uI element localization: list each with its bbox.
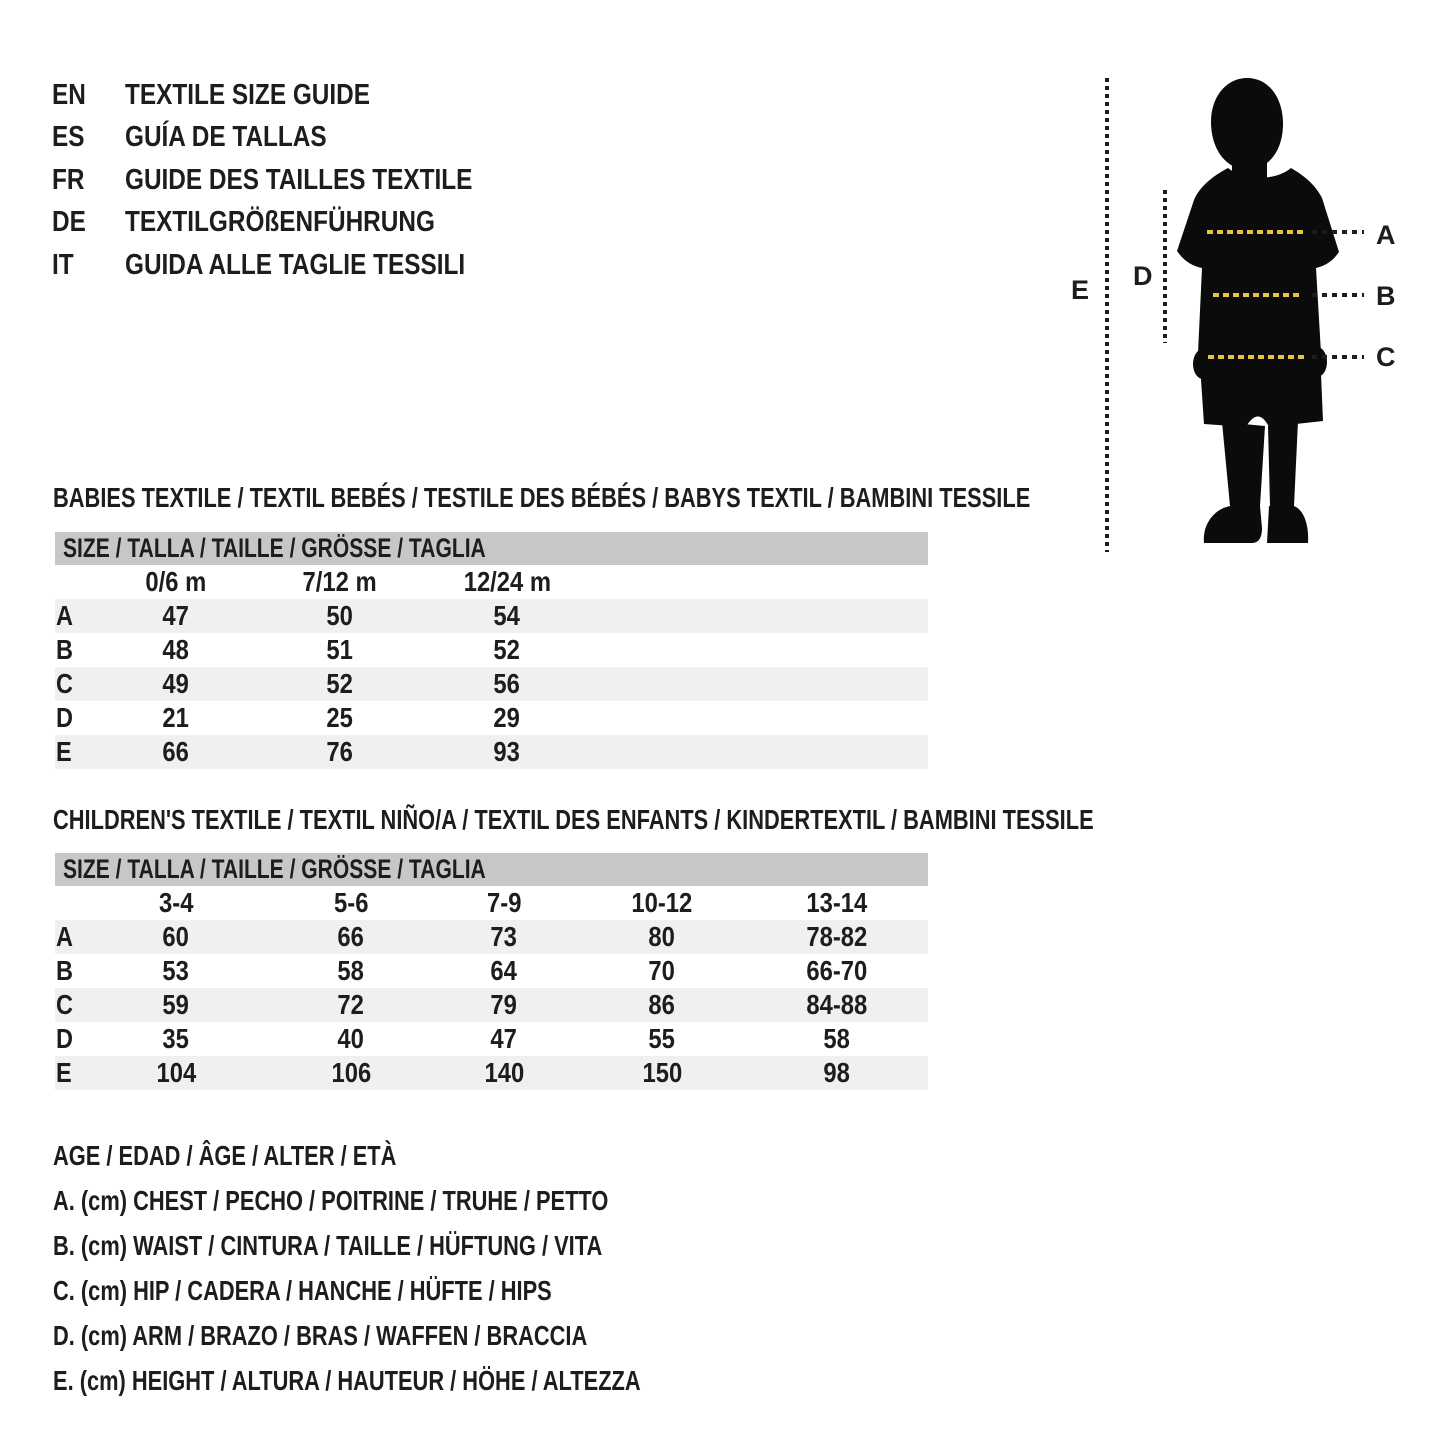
size-cell: 56 <box>493 668 521 699</box>
row-label: C <box>56 989 73 1020</box>
arm-measure-line-d <box>1163 190 1167 343</box>
babies-column-headers <box>55 565 928 599</box>
size-cell: 79 <box>490 989 518 1020</box>
figure-label-c: C <box>1376 342 1396 372</box>
size-cell: 49 <box>162 668 190 699</box>
legend-arm: D. (cm) ARM / BRAZO / BRAS / WAFFEN / BRACCIA <box>53 1319 588 1351</box>
size-cell: 47 <box>490 1023 518 1054</box>
title-row-es <box>52 117 539 160</box>
child-silhouette <box>1173 76 1343 546</box>
children-section-title: CHILDREN'S TEXTILE / TEXTIL NIÑO/A / TEXTIL DES ENFANTS / KINDERTEXTIL / BAMBINI TESSILE <box>53 804 1094 835</box>
size-cell: 40 <box>337 1023 365 1054</box>
waist-measure-leader-b <box>1312 293 1364 297</box>
title-row-it <box>52 244 539 287</box>
babies-section-title: BABIES TEXTILE / TEXTIL BEBÉS / TESTILE DES BÉBÉS / BABYS TEXTIL / BAMBINI TESSILE <box>53 482 1031 513</box>
size-cell: 66-70 <box>806 955 868 986</box>
hip-measure-leader-c <box>1312 355 1364 359</box>
measurement-legend <box>53 1133 806 1403</box>
size-cell: 58 <box>823 1023 851 1054</box>
babies-size-table <box>55 532 928 769</box>
title-row-de <box>52 202 539 245</box>
size-cell: 25 <box>326 702 354 733</box>
row-label: B <box>56 634 73 665</box>
chest-measure-leader-a <box>1312 230 1364 234</box>
size-cell: 52 <box>493 634 521 665</box>
children-size-table <box>55 853 928 1090</box>
table-row <box>55 735 928 769</box>
figure-label-d: D <box>1133 261 1153 291</box>
size-cell: 21 <box>162 702 190 733</box>
size-cell: 47 <box>162 600 190 631</box>
size-cell: 106 <box>331 1057 371 1088</box>
chest-measure-line-a <box>1207 230 1303 234</box>
lang-code-fr: FR <box>52 163 85 196</box>
size-cell: 70 <box>648 955 676 986</box>
column-header: 13-14 <box>806 887 868 918</box>
lang-code-de: DE <box>52 206 86 239</box>
lang-code-es: ES <box>52 121 85 154</box>
table-row <box>55 667 928 701</box>
children-column-headers <box>55 886 928 920</box>
figure-label-a: A <box>1376 220 1396 250</box>
size-cell: 78-82 <box>806 921 868 952</box>
size-cell: 66 <box>162 736 190 767</box>
size-cell: 76 <box>326 736 354 767</box>
column-header: 0/6 m <box>145 566 207 597</box>
column-header: 5-6 <box>333 887 369 918</box>
column-header: 3-4 <box>158 887 194 918</box>
row-label: D <box>56 1023 73 1054</box>
row-label: B <box>56 955 73 986</box>
row-label: E <box>56 736 72 767</box>
lang-code-en: EN <box>52 78 86 111</box>
table-row <box>55 920 928 954</box>
size-cell: 80 <box>648 921 676 952</box>
size-cell: 55 <box>648 1023 676 1054</box>
legend-height: E. (cm) HEIGHT / ALTURA / HAUTEUR / HÖHE / ALTEZZA <box>53 1364 641 1396</box>
language-title-block <box>52 74 539 287</box>
row-label: A <box>56 600 73 631</box>
size-cell: 140 <box>484 1057 524 1088</box>
size-cell: 52 <box>326 668 354 699</box>
row-label: D <box>56 702 73 733</box>
children-table-header-bar: SIZE / TALLA / TAILLE / GRÖSSE / TAGLIA <box>55 853 928 886</box>
size-cell: 60 <box>162 921 190 952</box>
babies-table-header-bar: SIZE / TALLA / TAILLE / GRÖSSE / TAGLIA <box>55 532 928 565</box>
table-row <box>55 1022 928 1056</box>
table-row <box>55 701 928 735</box>
title-de: TEXTILGRÖßENFÜHRUNG <box>125 206 435 239</box>
size-cell: 58 <box>337 955 365 986</box>
title-row-en <box>52 74 539 117</box>
size-cell: 104 <box>156 1057 196 1088</box>
hip-measure-line-c <box>1208 355 1306 359</box>
size-cell: 93 <box>493 736 521 767</box>
size-cell: 72 <box>337 989 365 1020</box>
title-es: GUÍA DE TALLAS <box>125 121 327 154</box>
size-cell: 35 <box>162 1023 190 1054</box>
size-cell: 150 <box>642 1057 682 1088</box>
size-cell: 86 <box>648 989 676 1020</box>
figure-label-b: B <box>1376 281 1396 311</box>
size-cell: 48 <box>162 634 190 665</box>
legend-chest: A. (cm) CHEST / PECHO / POITRINE / TRUHE / PETTO <box>53 1184 609 1216</box>
size-cell: 54 <box>493 600 521 631</box>
figure-label-e: E <box>1071 275 1090 305</box>
title-row-fr <box>52 159 539 202</box>
lang-code-it: IT <box>52 248 74 281</box>
size-cell: 50 <box>326 600 354 631</box>
row-label: E <box>56 1057 72 1088</box>
table-row <box>55 1056 928 1090</box>
column-header: 12/24 m <box>463 566 551 597</box>
table-row <box>55 988 928 1022</box>
column-header: 7/12 m <box>302 566 378 597</box>
title-fr: GUIDE DES TAILLES TEXTILE <box>125 163 473 196</box>
column-header: 7-9 <box>486 887 522 918</box>
legend-age: AGE / EDAD / ÂGE / ALTER / ETÀ <box>53 1139 397 1171</box>
legend-waist: B. (cm) WAIST / CINTURA / TAILLE / HÜFTUNG / VITA <box>53 1229 603 1261</box>
size-cell: 53 <box>162 955 190 986</box>
row-label: A <box>56 921 73 952</box>
size-cell: 64 <box>490 955 518 986</box>
height-measure-line-e <box>1105 78 1109 552</box>
table-row <box>55 954 928 988</box>
row-label: C <box>56 668 73 699</box>
legend-hip: C. (cm) HIP / CADERA / HANCHE / HÜFTE / HIPS <box>53 1274 552 1306</box>
title-en: TEXTILE SIZE GUIDE <box>125 78 370 111</box>
waist-measure-line-b <box>1213 293 1301 297</box>
size-cell: 84-88 <box>806 989 868 1020</box>
size-cell: 73 <box>490 921 518 952</box>
table-row <box>55 599 928 633</box>
title-it: GUIDA ALLE TAGLIE TESSILI <box>125 248 466 281</box>
size-cell: 66 <box>337 921 365 952</box>
table-row <box>55 633 928 667</box>
size-cell: 29 <box>493 702 521 733</box>
size-cell: 59 <box>162 989 190 1020</box>
column-header: 10-12 <box>631 887 693 918</box>
size-cell: 51 <box>326 634 354 665</box>
size-cell: 98 <box>823 1057 851 1088</box>
